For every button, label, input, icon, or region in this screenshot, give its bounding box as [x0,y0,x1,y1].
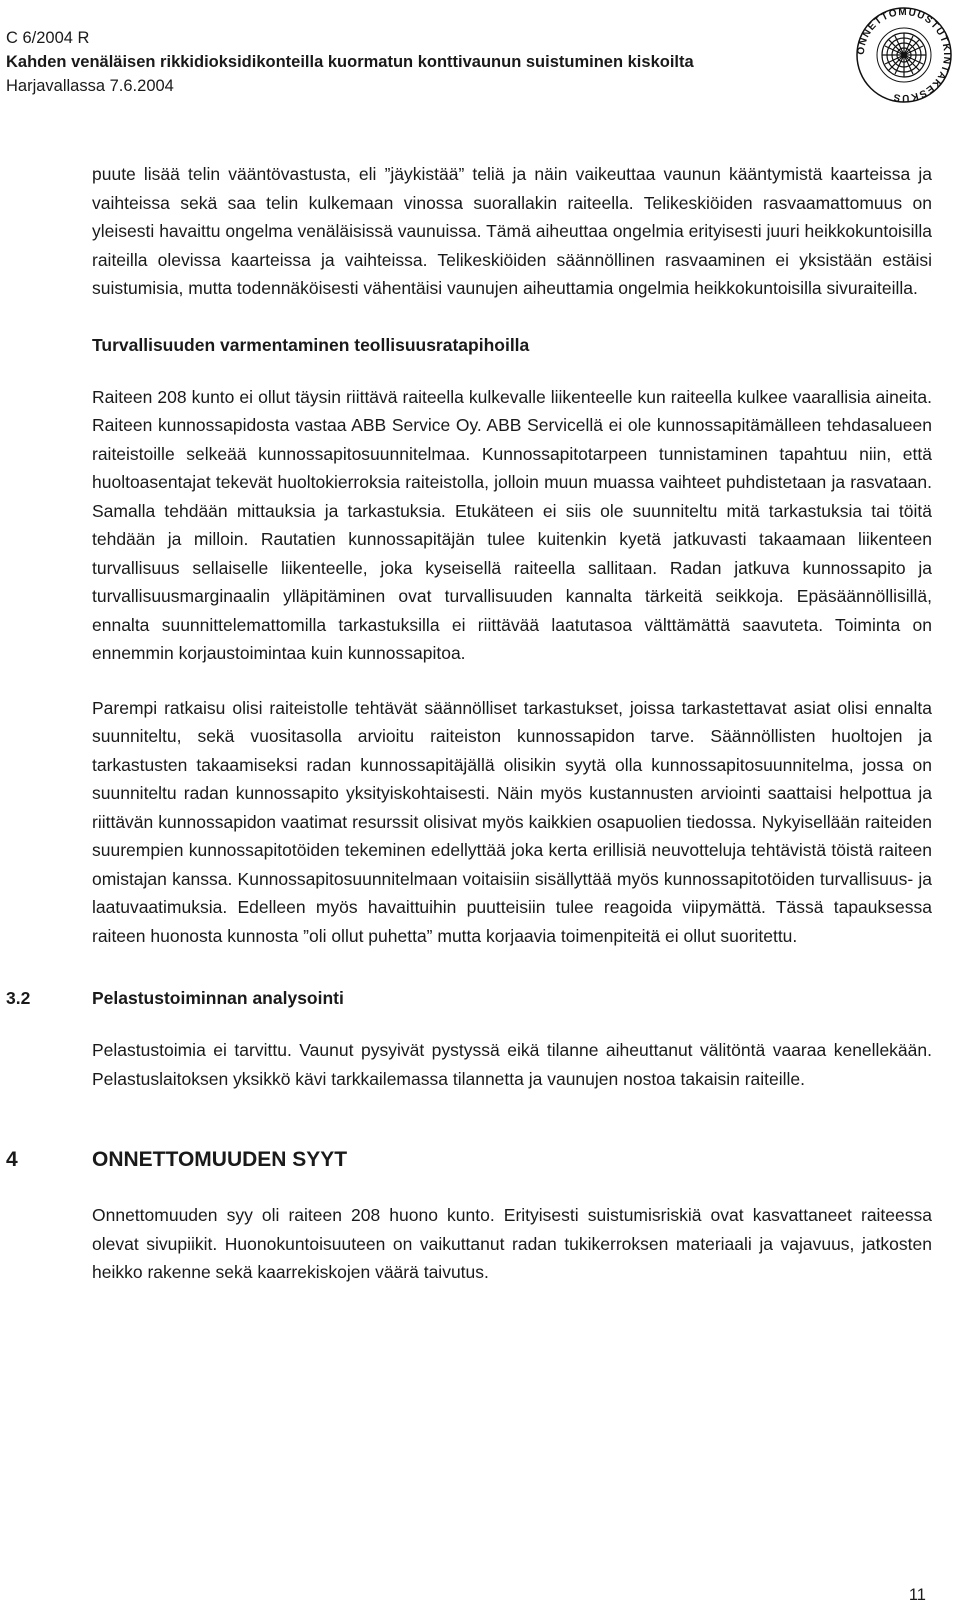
subheading: Turvallisuuden varmentaminen teollisuusratapihoilla [92,334,530,355]
paragraph: Pelastustoimia ei tarvittu. Vaunut pysyivät pystyssä eikä tilanne aiheuttanut välitöntä vaaraa kenellekään. Pelastuslaitoksen yksikkö kävi tarkkailemassa tilannetta ja vaunujen nostoa takaisin raiteille. [92,1040,932,1089]
seal-logo-icon [855,6,953,104]
report-id: C 6/2004 R [6,29,90,47]
report-subtitle: Kahden venäläisen rikkidioksidikonteilla kuormatun konttivaunun suistuminen kiskoilta [6,53,694,71]
section-heading-3-2 [6,984,932,1012]
paragraph: Onnettomuuden syy oli raiteen 208 huono kunto. Erityisesti suistumisriskiä ovat kasvattaneet raiteessa olevat sivupiikit. Huonokuntoisuuteen on vaikuttanut radan tukikerroksen materiaali ja vajavuus, jatkosten heikko rakenne sekä kaarrekiskojen väärä taivutus. [92,1205,932,1282]
section-number: 4 [6,1148,18,1171]
page-header [6,26,836,98]
paragraph: Parempi ratkaisu olisi raiteistolle tehtävät säännölliset tarkastukset, joissa tarkastettavat asiat olisi ennalta suunniteltu, sekä vuositasolla arvioitu raiteiston kunnossapidon tarve. Säännöllisten huoltojen ja tarkastusten takaamiseksi radan kunnossapitäjällä olisikin syytä olla kunnossapitosuunnitelma, jossa on suunniteltu radan kunnossapito yksityiskohtaisesti. Näin myös kustannusten arviointi saattaisi helpottua ja riittävän kunnossapidon vaatimat resurssit olisivat myös kaikkien osapuolien tiedossa. Nykyisellään raiteiden suurempien kunnossapitotöiden tekeminen edellyttää joka kerta erillisiä neuvotteluja tehtävistä töistä raiteen omistajan kanssa. Kunnossapitosuunnitelmaan voitaisiin sisällyttää myös kunnossapitotöiden turvallisuus- ja laatuvaatimuksia. Edelleen myös havaittuihin puutteisiin tulee reagoida viipymättä. Tässä tapauksessa raiteen huonosta kunnosta ”oli ollut puhetta” mutta korjaavia toimenpiteitä ei ollut suoritettu. [92,697,932,946]
paragraph: Raiteen 208 kunto ei ollut täysin riittävä raiteella kulkevalle liikenteelle kun raiteella kulkee vaarallisia aineita. Raiteen kunnossapidosta vastaa ABB Service Oy. ABB Servicellä ei ole kunnossapitämälleen tehdasalueen raiteistoille selkeää kunnossapitosuunnitelmaa. Kunnossapitotarpeen tunnistaminen tapahtuu niin, että huoltoasentajat tekevät huoltokierroksia raiteistolla, jolloin muun muassa vaihteet puhdistetaan ja rasvataan. Samalla tehdään mittauksia ja tarkastuksia. Etukäteen ei siis ole suunniteltu mitä tarkastuksia tai töitä tehdään ja milloin. Rautatien kunnossapitäjän tulee kuitenkin kyetä jatkuvasti takaamaan liikenteen turvallisuus sellaiselle liikenteelle, joka kyseisellä raiteella sallitaan. Radan jatkuva kunnossapito ja turvallisuusmarginaalin ylläpitäminen ovat turvallisuuden kannalta tärkeitä seikkoja. Epäsäännöllisillä, ennalta suunnittelemattomilla tarkastuksilla ei riittävää laatutasoa välttämättä saavuteta. Toiminta on ennemmin korjaustoimintaa kuin kunnossapitoa. [92,386,932,663]
report-place-date: Harjavallassa 7.6.2004 [6,77,174,95]
paragraph: puute lisää telin vääntövastusta, eli ”jäykistää” teliä ja näin vaikeuttaa vaunun kääntymistä kaarteissa ja vaihteissa sekä saa telin kulkemaan vinossa suorallakin raiteella. Telikeskiöiden rasvaamattomuus on yleisesti havaittu ongelma venäläisissä vaunuissa. Tämä aiheuttaa ongelmia erityisesti juuri heikkokuntoisilla raiteilla olevissa kaarteissa ja vaihteissa. Telikeskiöiden säännöllinen rasvaaminen ei yksistään estäisi suistumisia, mutta todennäköisesti vähentäisi vaunujen aiheuttamia ongelmia heikkokuntoisilla sivuraiteilla. [92,164,932,298]
section-title: ONNETTOMUUDEN SYYT [92,1148,348,1171]
section-heading-4 [6,1145,932,1175]
page-number: 11 [908,1586,926,1604]
document-body [6,160,932,1287]
section-title: Pelastustoiminnan analysointi [92,988,344,1008]
section-number: 3.2 [6,988,31,1008]
logo-text: ONNETTOMUUSTUTKINTAKESKUS [855,6,953,104]
